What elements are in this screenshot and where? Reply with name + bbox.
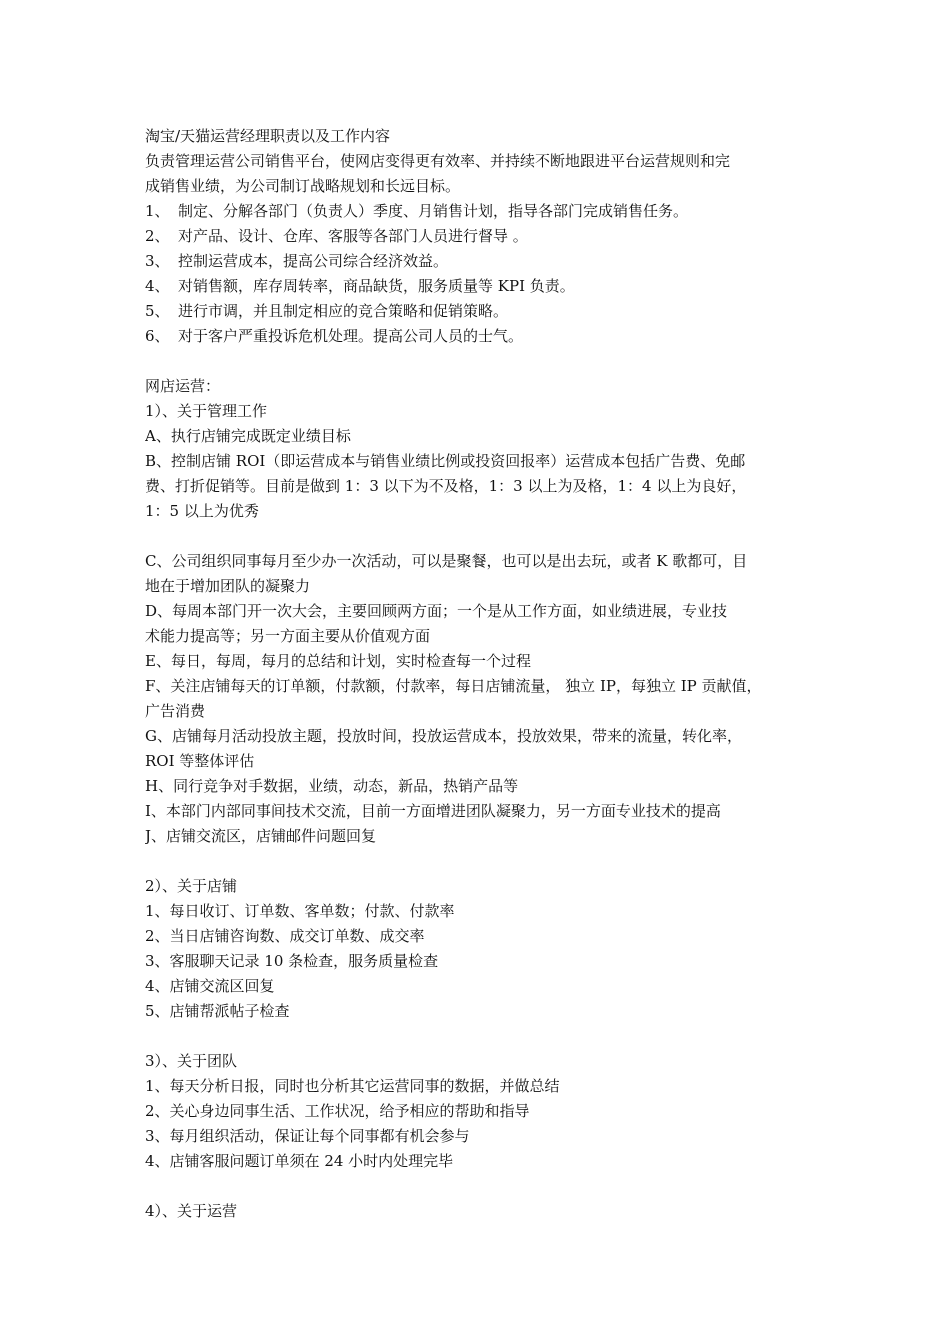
intro-line: 负责管理运营公司销售平台，使网店变得更有效率、并持续不断地跟进平台运营规则和完 bbox=[145, 152, 731, 170]
duty-text: 对销售额，库存周转率，商品缺货，服务质量等 KPI 负责。 bbox=[178, 277, 575, 295]
duty-item bbox=[145, 249, 817, 274]
item-line: C、公司组织同事每月至少办一次活动，可以是聚餐，也可以是出去玩，或者 K 歌都可，目 bbox=[145, 552, 748, 570]
duty-text: 进行市调，并且制定相应的竞合策略和促销策略。 bbox=[178, 302, 509, 320]
paragraph-spacer bbox=[145, 849, 817, 874]
document-title: 淘宝/天猫运营经理职责以及工作内容 bbox=[145, 127, 391, 145]
item-line: 1：5 以上为优秀 bbox=[145, 502, 259, 520]
section1-item-g bbox=[145, 724, 817, 774]
duties-list bbox=[145, 199, 817, 349]
intro-line: 成销售业绩，为公司制订战略规划和长远目标。 bbox=[145, 177, 461, 195]
list-item: 1、每天分析日报，同时也分析其它运营同事的数据，并做总结 bbox=[145, 1077, 560, 1095]
section-heading: 4）、关于运营 bbox=[145, 1202, 238, 1220]
section1-item-i: I、本部门内部同事间技术交流，目前一方面增进团队凝聚力，另一方面专业技术的提高 bbox=[145, 802, 721, 820]
paragraph-spacer bbox=[145, 524, 817, 549]
section1-item-j: J、店铺交流区，店铺邮件问题回复 bbox=[145, 827, 377, 845]
duty-item bbox=[145, 274, 817, 299]
item-line: ROI 等整体评估 bbox=[145, 752, 255, 770]
section-heading: 2）、关于店铺 bbox=[145, 877, 238, 895]
item-line: 费、打折促销等。目前是做到 1：3 以下为不及格，1：3 以上为及格，1：4 以上为良好， bbox=[145, 477, 747, 495]
duty-number: 4、 bbox=[145, 277, 170, 295]
duty-item bbox=[145, 199, 817, 224]
intro-paragraph bbox=[145, 149, 817, 199]
section1-item-b bbox=[145, 449, 817, 524]
duty-item bbox=[145, 299, 817, 324]
duty-text: 控制运营成本，提高公司综合经济效益。 bbox=[178, 252, 449, 270]
item-line: D、每周本部门开一次大会，主要回顾两方面；一个是从工作方面，如业绩进展，专业技 bbox=[145, 602, 728, 620]
duty-number: 3、 bbox=[145, 252, 170, 270]
section-heading: 1）、关于管理工作 bbox=[145, 402, 268, 420]
item-line: 地在于增加团队的凝聚力 bbox=[145, 577, 311, 595]
document-body bbox=[145, 124, 817, 1224]
list-item: 3、客服聊天记录 10 条检查，服务质量检查 bbox=[145, 952, 439, 970]
item-line: F、关注店铺每天的订单额，付款额，付款率，每日店铺流量， 独立 IP，每独立 IP 贡献值， bbox=[145, 677, 762, 695]
paragraph-spacer bbox=[145, 1174, 817, 1199]
duty-item bbox=[145, 224, 817, 249]
list-item: 4、店铺客服问题订单须在 24 小时内处理完毕 bbox=[145, 1152, 454, 1170]
list-item: 1、每日收订、订单数、客单数；付款、付款率 bbox=[145, 902, 455, 920]
section1-item-f bbox=[145, 674, 817, 724]
section1-item-h: H、同行竞争对手数据，业绩，动态，新品，热销产品等 bbox=[145, 777, 519, 795]
item-line: 广告消费 bbox=[145, 702, 206, 720]
duty-number: 1、 bbox=[145, 202, 170, 220]
section1-item-e: E、每日，每周，每月的总结和计划，实时检查每一个过程 bbox=[145, 652, 531, 670]
list-item: 5、店铺帮派帖子检查 bbox=[145, 1002, 290, 1020]
section-heading: 3）、关于团队 bbox=[145, 1052, 238, 1070]
section1-item-d bbox=[145, 599, 817, 649]
list-item: 3、每月组织活动，保证让每个同事都有机会参与 bbox=[145, 1127, 470, 1145]
section1-item-c bbox=[145, 549, 817, 599]
duty-number: 6、 bbox=[145, 327, 170, 345]
duty-number: 5、 bbox=[145, 302, 170, 320]
duty-text: 对产品、设计、仓库、客服等各部门人员进行督导 。 bbox=[178, 227, 528, 245]
section1-item-a: A、执行店铺完成既定业绩目标 bbox=[145, 427, 351, 445]
item-line: B、控制店铺 ROI（即运营成本与销售业绩比例或投资回报率）运营成本包括广告费、免邮 bbox=[145, 452, 746, 470]
paragraph-spacer bbox=[145, 1024, 817, 1049]
item-line: G、店铺每月活动投放主题，投放时间，投放运营成本，投放效果，带来的流量，转化率， bbox=[145, 727, 742, 745]
list-item: 2、关心身边同事生活、工作状况，给予相应的帮助和指导 bbox=[145, 1102, 530, 1120]
store-ops-heading: 网店运营： bbox=[145, 377, 221, 395]
item-line: 术能力提高等；另一方面主要从价值观方面 bbox=[145, 627, 431, 645]
list-item: 4、店铺交流区回复 bbox=[145, 977, 275, 995]
duty-text: 对于客户严重投诉危机处理。提高公司人员的士气。 bbox=[178, 327, 524, 345]
duty-number: 2、 bbox=[145, 227, 170, 245]
duty-text: 制定、分解各部门（负责人）季度、月销售计划，指导各部门完成销售任务。 bbox=[178, 202, 689, 220]
duty-item bbox=[145, 324, 817, 349]
paragraph-spacer bbox=[145, 349, 817, 374]
list-item: 2、当日店铺咨询数、成交订单数、成交率 bbox=[145, 927, 425, 945]
